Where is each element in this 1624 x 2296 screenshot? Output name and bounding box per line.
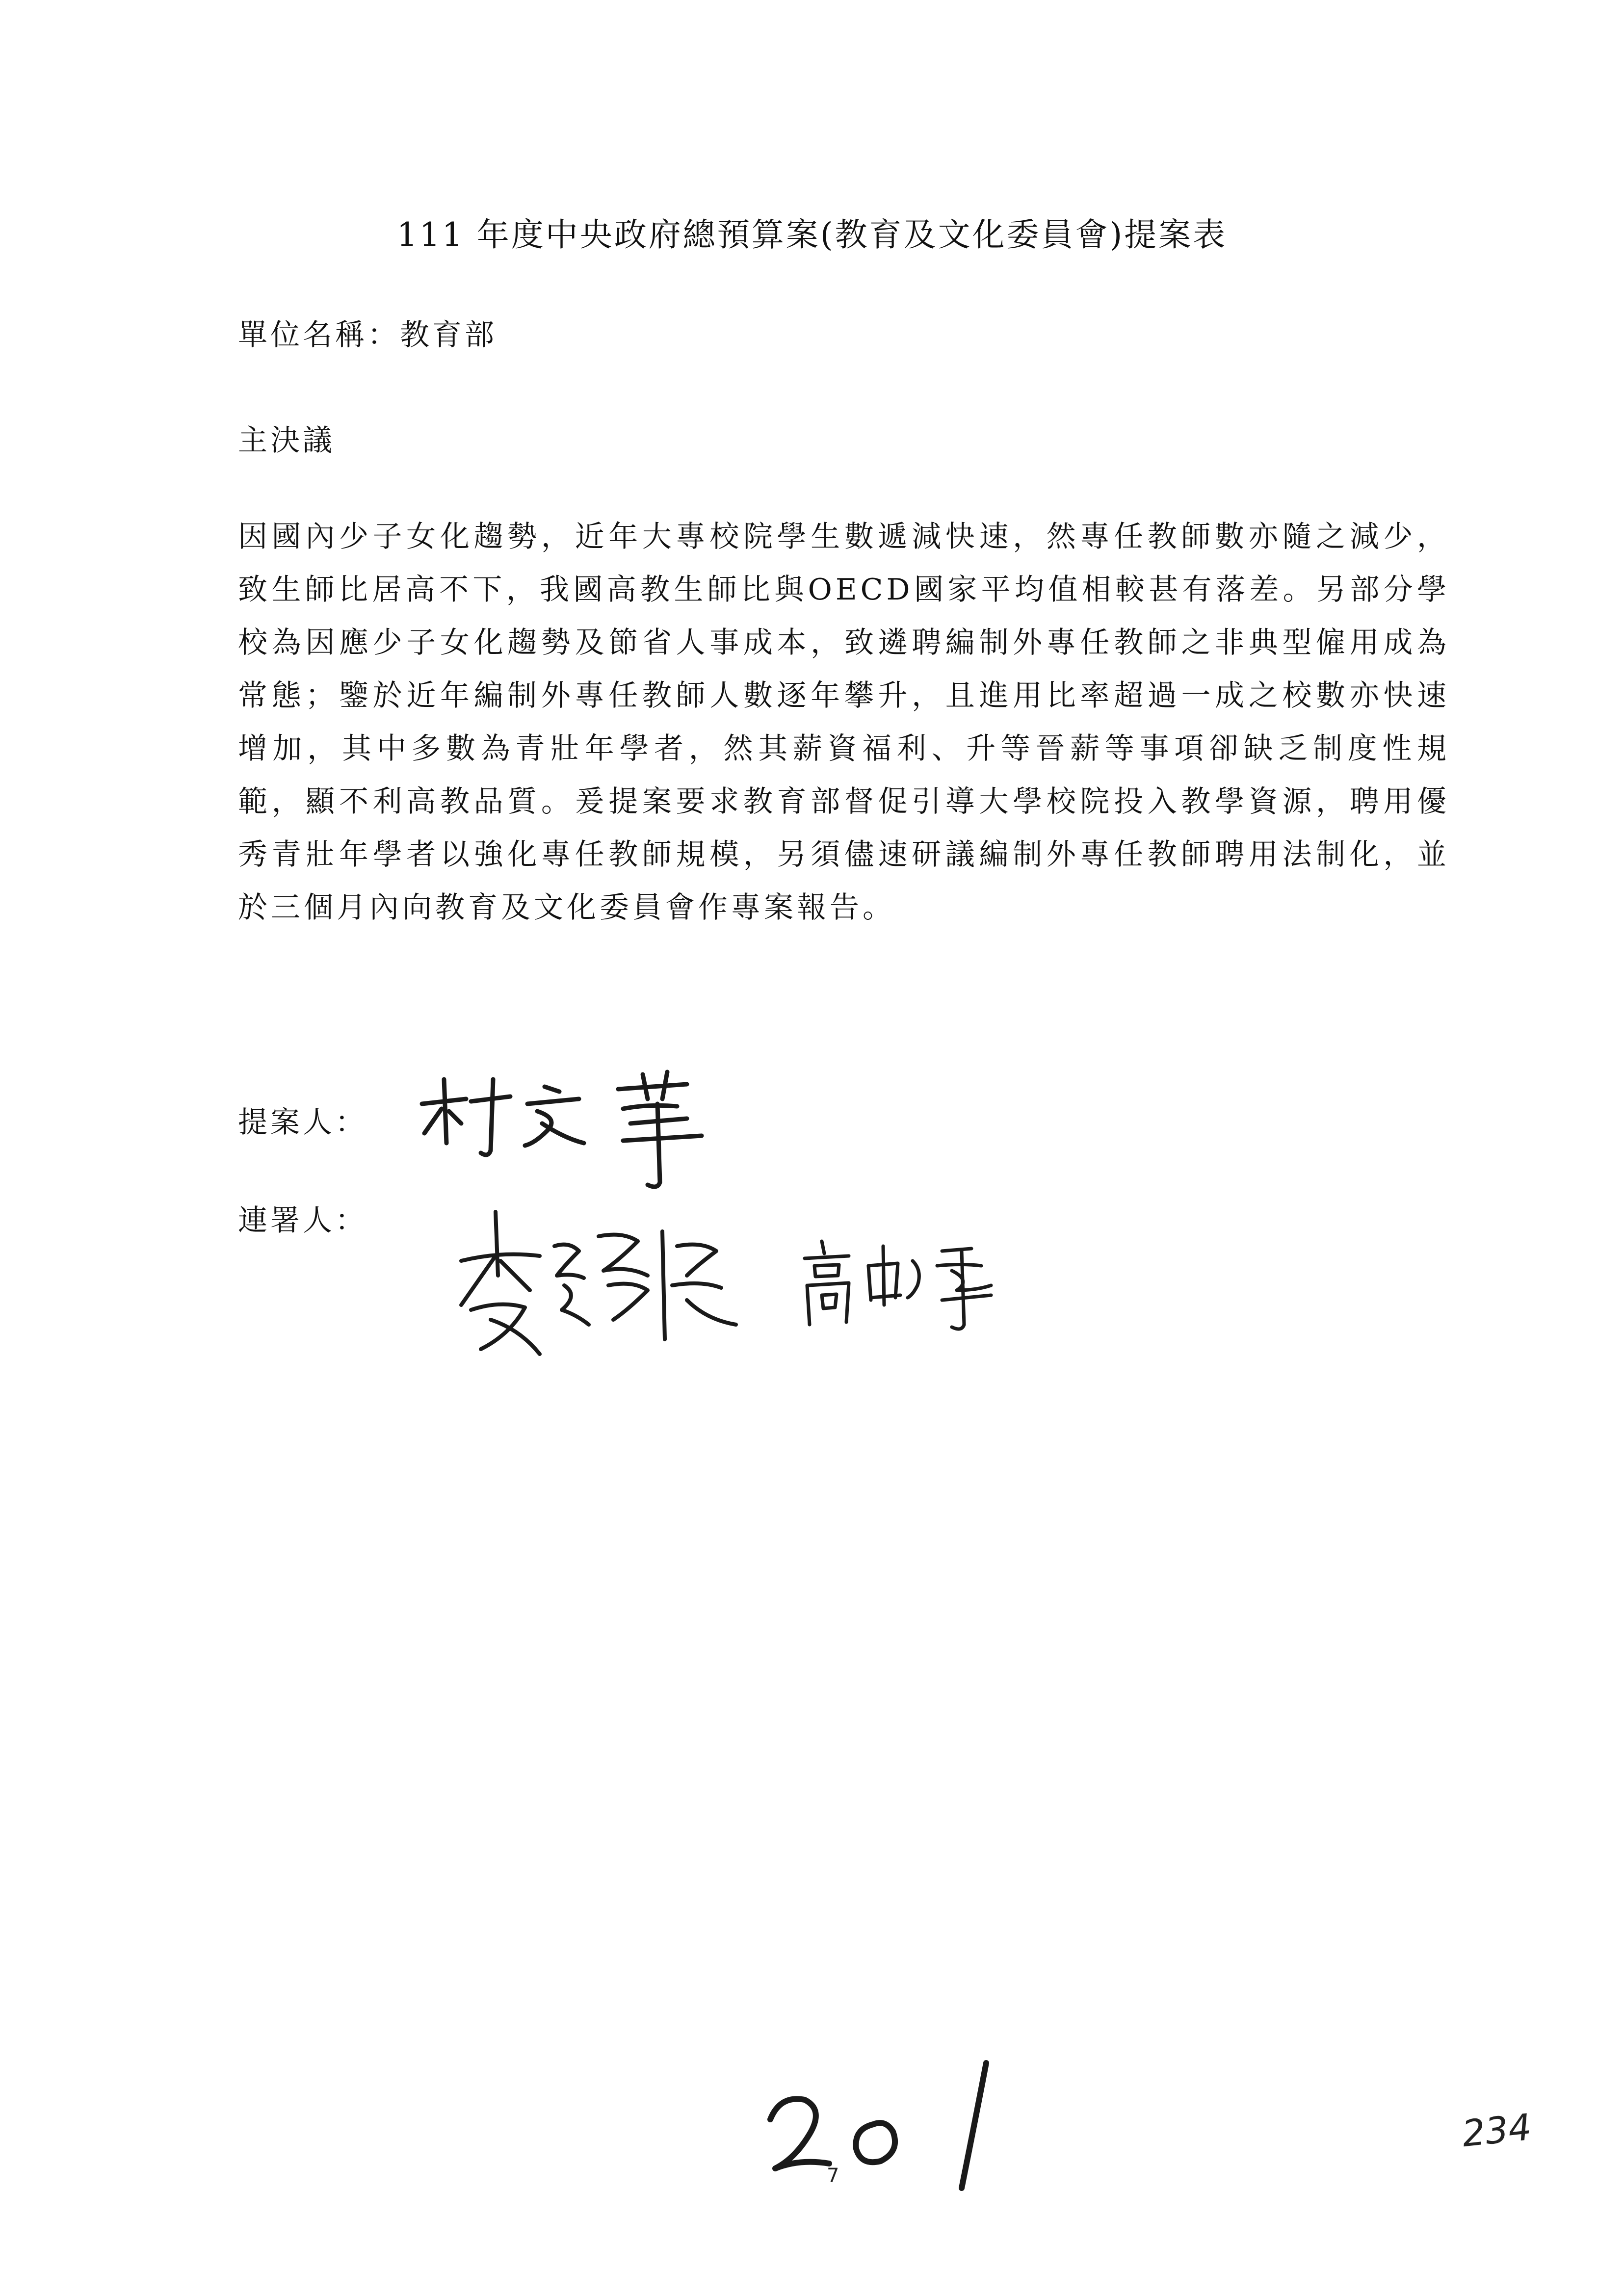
resolution-body: 因國內少子女化趨勢，近年大專校院學生數遞減快速，然專任教師數亦隨之減少，致生師比居高不下，我國高教生師比與OECD國家平均值相較甚有落差。另部分學校為因應少子女化趨勢及節省人事成本，致遴聘編制外專任教師之非典型僱用成為常態；鑒於近年編制外專任教師人數逐年攀升，且進用比率超過一成之校數亦快速增加，其中多數為青壯年學者，然其薪資福利、升等晉薪等事項卻缺乏制度性規範，顯不利高教品質。爰提案要求教育部督促引導大學校院投入教學資源，聘用優秀青壯年學者以強化專任教師規模，另須儘速研議編制外專任教師聘用法制化，並於三個月內向教育及文化委員會作專案報告。 xyxy=(238,520,1450,925)
cosigner-signature-2 xyxy=(795,1236,1021,1334)
proposer-label: 提案人： xyxy=(238,1105,367,1140)
page-number: 7 xyxy=(827,2165,839,2187)
unit-name-line: 單位名稱：教育部 xyxy=(238,318,497,352)
handwritten-number xyxy=(760,2051,1016,2208)
proposer-signature xyxy=(412,1070,726,1192)
cosigner-signature-1 xyxy=(442,1192,775,1359)
section-heading: 主決議 xyxy=(238,423,335,458)
handwritten-page-mark: 234 xyxy=(1460,2106,1534,2156)
document-title: 111 年度中央政府總預算案(教育及文化委員會)提案表 xyxy=(396,216,1228,254)
cosigner-label: 連署人： xyxy=(238,1203,367,1238)
